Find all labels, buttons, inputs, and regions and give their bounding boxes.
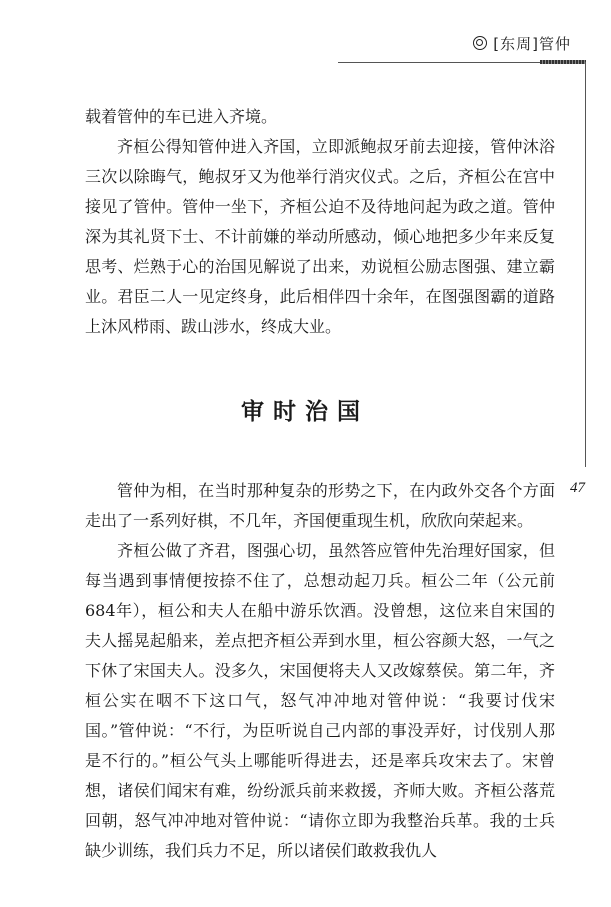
header-rule-accent (540, 60, 586, 64)
paragraph: 载着管仲的车已进入齐境。 (85, 107, 278, 126)
paragraph: 齐桓公做了齐君，图强心切，虽然答应管仲先治理好国家，但每当遇到事情便按捺不住了，总想动起刀兵。桓公二年（公元前684年），桓公和夫人在船中游乐饮酒。没曾想，这位来自宋国的夫人摇晃起船来，差点把齐桓公弄到水里，桓公容颜大怒，一气之下休了宋国夫人。没多久，宋国便将夫人又改嫁蔡侯。第二年，齐桓公实在咽不下这口气，怒气冲冲地对管仲说：“我要讨伐宋国。”管仲说：“不行，为臣听说自己内部的事没弄好，讨伐别人那是不行的。”桓公气头上哪能听得进去，还是率兵攻宋去了。宋曾想，诸侯们闻宋有难，纷纷派兵前来救援，齐师大败。齐桓公落荒回朝，怒气冲冲地对管仲说：“请你立即为我整治兵革。我的士兵缺少训练，我们兵力不足，所以诸侯们敢救我仇人 (85, 541, 555, 860)
running-header (473, 33, 571, 54)
section-title: 审时治国 (241, 398, 369, 425)
body-text-top (85, 102, 555, 342)
double-circle-icon (473, 36, 487, 50)
body-text-bottom (85, 476, 555, 866)
page-number: 47 (570, 480, 585, 496)
paragraph: 齐桓公得知管仲进入齐国，立即派鲍叔牙前去迎接，管仲沐浴三次以除晦气，鲍叔牙又为他举行消灾仪式。之后，齐桓公在宫中接见了管仲。管仲一坐下，齐桓公迫不及待地问起为政之道。管仲深为其礼贤下士、不计前嫌的举动所感动，倾心地把多少年来反复思考、烂熟于心的治国见解说了出来，劝说桓公励志图强、建立霸业。君臣二人一见定终身，此后相伴四十余年，在图强图霸的道路上沐风栉雨、跋山涉水，终成大业。 (85, 137, 555, 336)
paragraph: 管仲为相，在当时那种复杂的形势之下，在内政外交各个方面走出了一系列好棋，不几年，齐国便重现生机，欣欣向荣起来。 (85, 481, 555, 530)
header-text: [东周]管仲 (493, 35, 571, 53)
side-rule (585, 62, 586, 467)
